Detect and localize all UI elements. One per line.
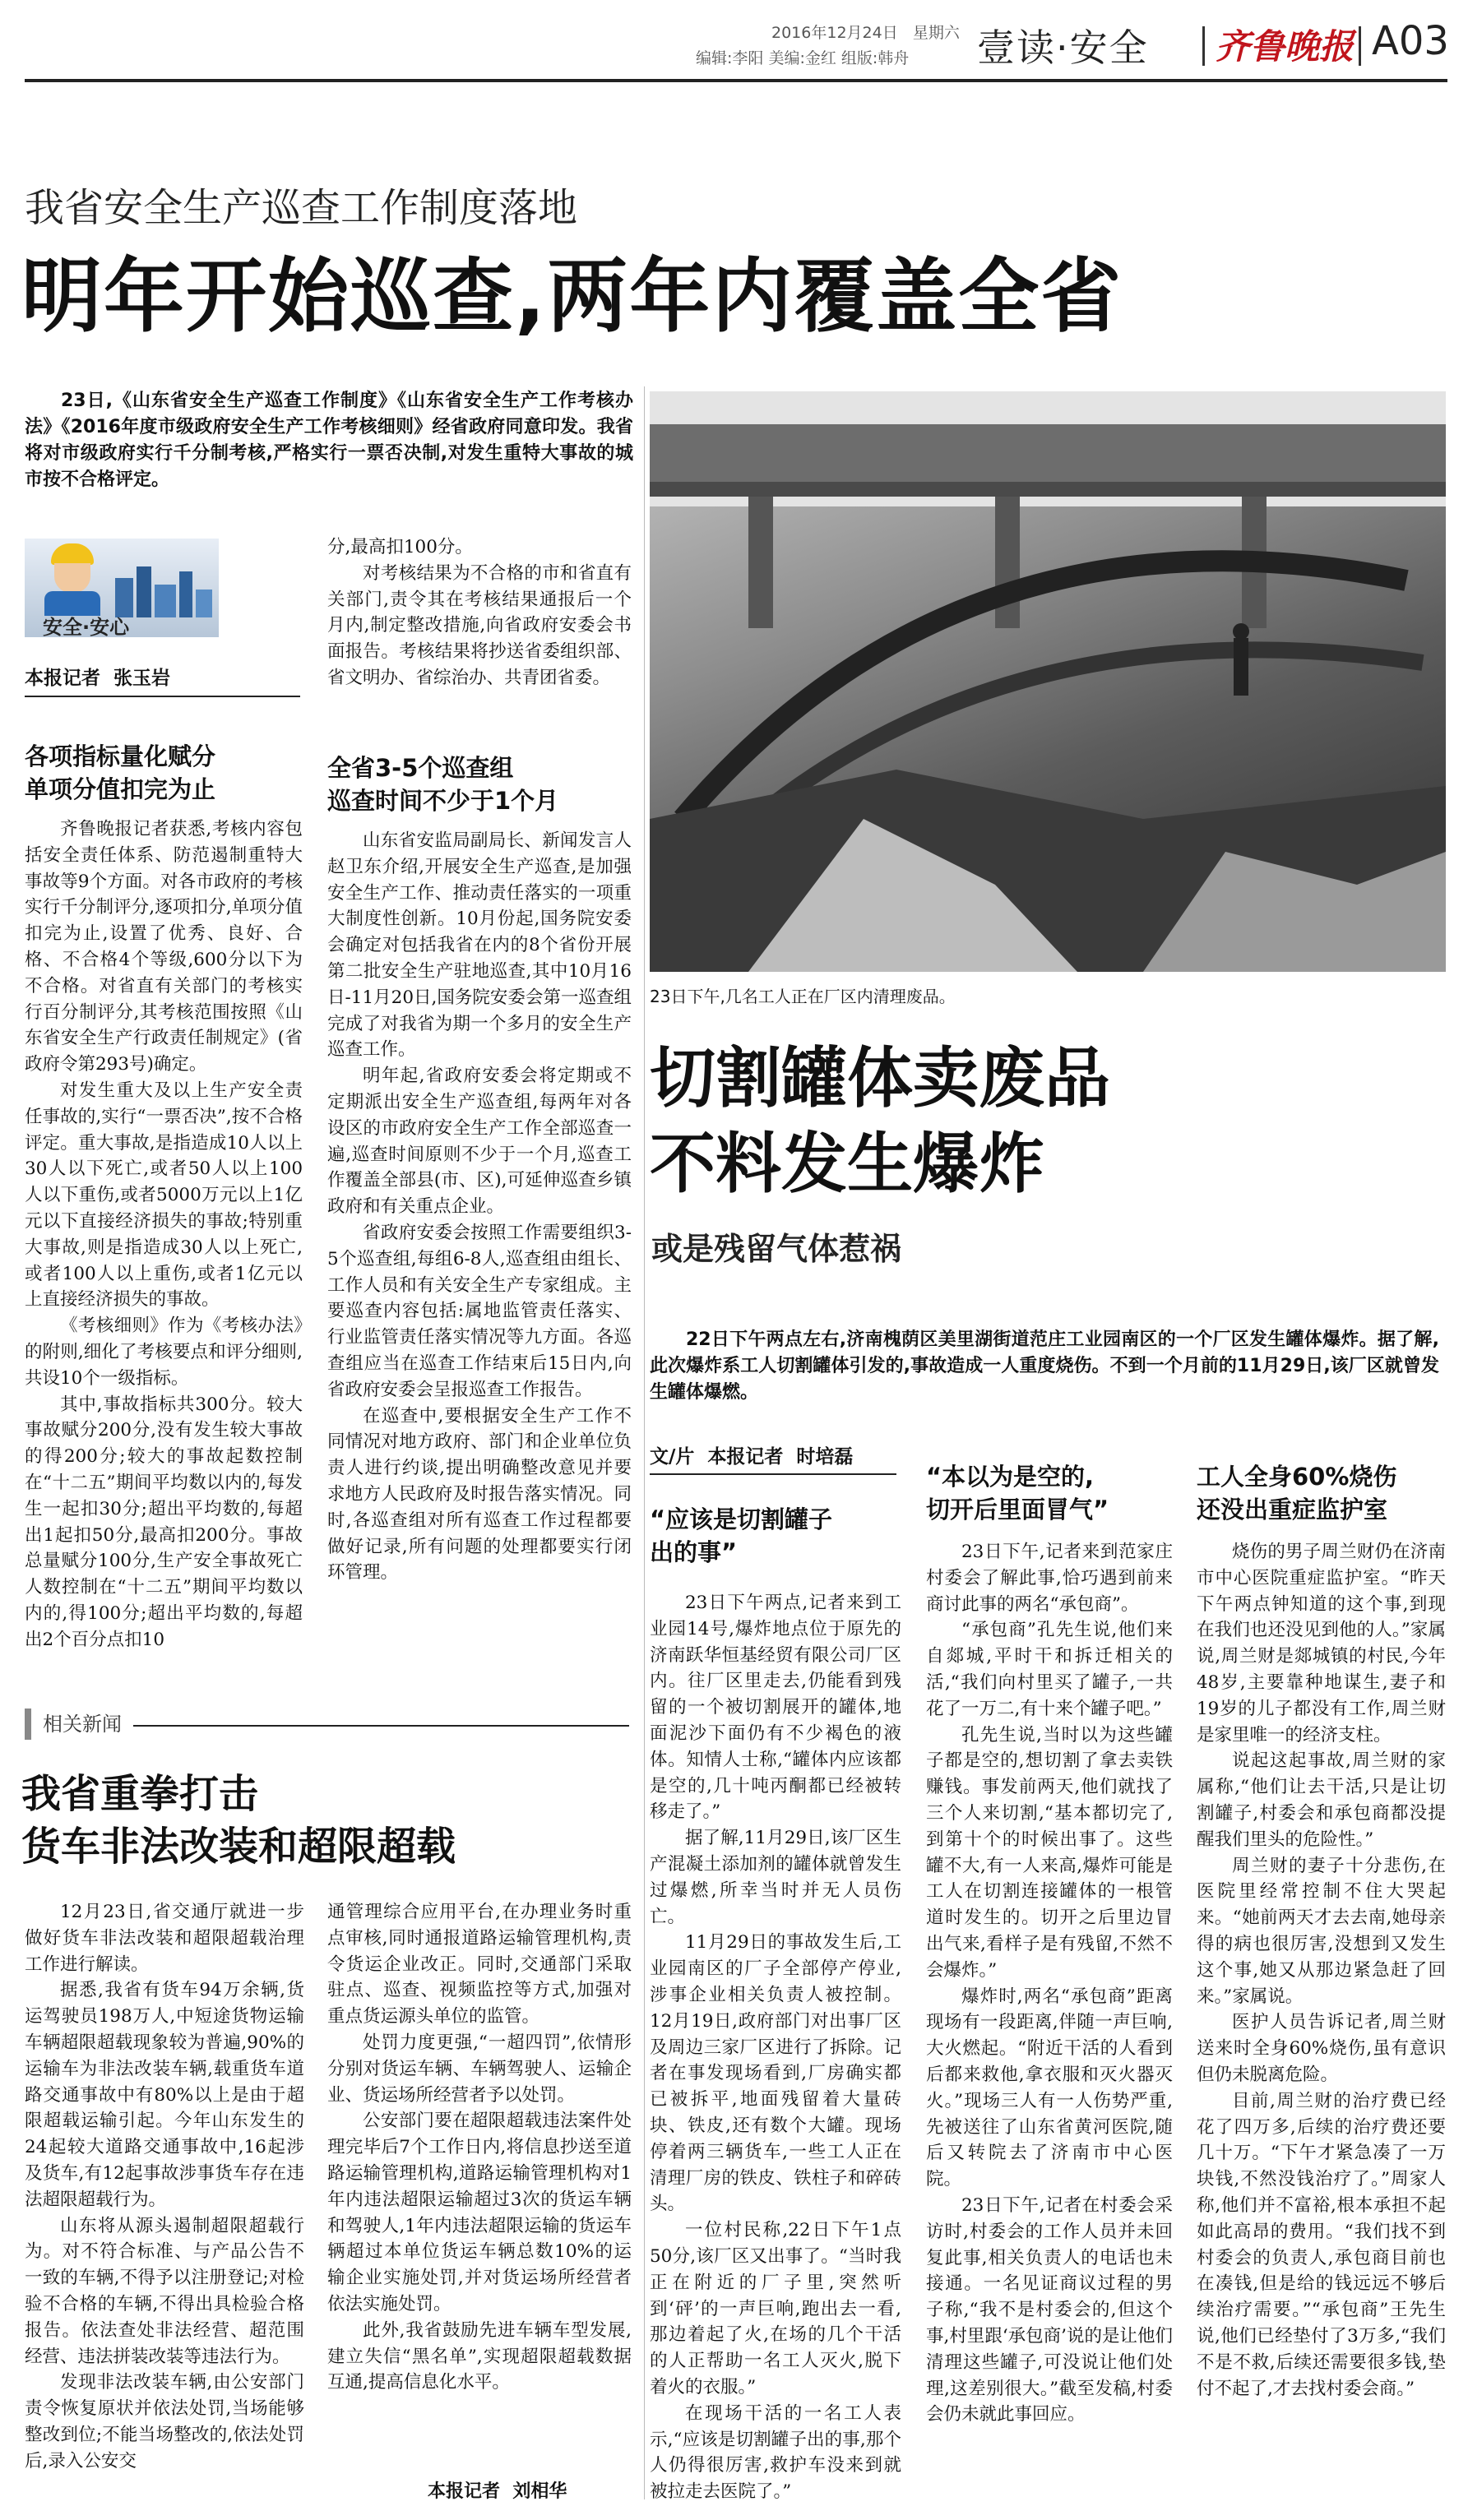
worker-icon: [39, 543, 105, 616]
paragraph: 明年起,省政府安委会将定期或不定期派出安全生产巡查组,每两年对各设区的市政府安全生产工作全部巡查一遍,巡查时间原则不少于一个月,巡查工作覆盖全部县(市、区),可延伸巡查乡镇政府和有关重点企业。: [327, 1066, 632, 1218]
paragraph: 对发生重大及以上生产安全责任事故的,实行“一票否决”,按不合格评定。重大事故,是指造成10人以上30人以下死亡,或者50人以上100人以下重伤,或者5000万元以上1亿元以下直接经济损失的事故;特别重大事故,则是指造成30人以上死亡,或者100人以上重伤,或者1亿元以上直接经济损失的事故。: [25, 1080, 303, 1311]
related-tag: [25, 1709, 133, 1740]
blast-column-1: [650, 1590, 901, 2503]
top-rule: [25, 79, 1447, 82]
lead-column-2-bottom: [327, 828, 632, 1686]
paragraph: 23日下午,记者来到范家庄村委会了解此事,恰巧遇到前来商讨此事的两名“承包商”。: [926, 1542, 1173, 1615]
paragraph: 说起这起事故,周兰财的家属称,“他们让去干活,只是让切割罐子,村委会和承包商都没提醒我们里头的危险性。”: [1197, 1750, 1446, 1850]
paragraph: 烧伤的男子周兰财仍在济南市中心医院重症监护室。“昨天下午两点钟知道的这个事,到现在我们也还没见到他的人。”家属说,周兰财是郯城镇的村民,今年48岁,主要靠种地谋生,妻子和19岁的儿子都没有工作,周兰财是家里唯一的经济支柱。: [1197, 1542, 1446, 1746]
paragraph: 处罚力度更强,“一超四罚”,依情形分别对货运车辆、车辆驾驶人、运输企业、货运场所经营者予以处罚。: [327, 2032, 632, 2106]
blast-byline-rule: [650, 1473, 896, 1475]
paragraph: 目前,周兰财的治疗费已经花了四万多,后续的治疗费还要几十万。“下午才紧急凑了一万块钱,不然没钱治疗了。”周家人称,他们并不富裕,根本承担不起如此高昂的费用。“我们找不到村委会的负责人,承包商目前也在凑钱,但是给的钱远远不够后续治疗需要。”“承包商”王先生说,他们已经垫付了3万多,“我们不是不救,后续还需要很多钱,垫付不起了,才去找村委会商。”: [1197, 2090, 1446, 2399]
paragraph: 山东将从源头遏制超限超载行为。对不符合标准、与产品公告不一致的车辆,不得予以注册登记;对检验不合格的车辆,不得出具检验合格报告。依法查处非法经营、超范围经营、违法拼装改装等违法行为。: [25, 2215, 304, 2367]
paragraph: 周兰财的妻子十分悲伤,在医院里经常控制不住大哭起来。“她前两天才去去南,她母亲得的病也很厉害,没想到又发生这个事,她又从那边紧急赶了回来。”家属说。: [1197, 1855, 1446, 2007]
collapsed-structure-image: [650, 391, 1446, 972]
photo-caption: 23日下午,几名工人正在厂区内清理废品。: [650, 987, 956, 1006]
paragraph: 通管理综合应用平台,在办理业务时重点审核,同时通报道路运输管理机构,责令货运企业改正。同时,交通部门采取驻点、巡查、视频监控等方式,加强对重点货运源头单位的监管。: [327, 1902, 632, 2028]
byline-rule: [25, 696, 300, 697]
lead-subhead-1: 各项指标量化赋分 单项分值扣完为止: [25, 742, 216, 803]
paragraph: 爆炸时,两名“承包商”距离现场有一段距离,伴随一声巨响,大火燃起。“附近干活的人看到后都来救他,拿衣服和灭火器灭火。”现场三人有一人伤势严重,先被送往了山东省黄河医院,随后又转院去了济南市中心医院。: [926, 1986, 1173, 2190]
blast-headline: 切割罐体卖废品 不料发生爆炸: [650, 1040, 1110, 1202]
lead-headline: 明年开始巡查,两年内覆盖全省: [21, 250, 1123, 344]
paragraph: 在巡查中,要根据安全生产工作不同情况对地方政府、部门和企业单位负责人进行约谈,提出明确整改意见并要求地方人民政府及时报告落实情况。同时,各巡查组对所有巡查工作过程都要做好记录,所有问题的处理都要实行闭环管理。: [327, 1405, 632, 1584]
related-tag-text: 相关新闻: [43, 1713, 122, 1736]
paragraph: 齐鲁晚报记者获悉,考核内容包括安全责任体系、防范遏制重特大事故等9个方面。对各市政府的考核实行千分制评分,逐项扣分,单项分值扣完为止,设置了优秀、良好、合格、不合格4个等级,600分以下为不合格。对省直有关部门的考核实行百分制评分,其考核范围按照《山东省安全生产行政责任制规定》(省政府令第293号)确定。: [25, 819, 303, 1075]
lead-column-2-top: [327, 534, 632, 740]
lead-kicker: 我省安全生产巡查工作制度落地: [25, 185, 578, 231]
related-byline: 本报记者 刘相华: [428, 2481, 567, 2502]
blast-column-2: [926, 1539, 1173, 2501]
paragraph: 此外,我省鼓励先进车辆车型发展,建立失信“黑名单”,实现超限超载数据互通,提高信息化水平。: [327, 2319, 632, 2393]
blast-summary: 22日下午两点左右,济南槐荫区美里湖街道范庄工业园南区的一个厂区发生罐体爆炸。据了解,此次爆炸系工人切割罐体引发的,事故造成一人重度烧伤。不到一个月前的11月29日,该厂区就曾发生罐体爆燃。: [650, 1329, 1439, 1403]
paragraph: 省政府安委会按照工作需要组织3-5个巡查组,每组6-8人,巡查组由组长、工作人员和有关安全生产专家组成。主要巡查内容包括:属地监管责任落实、行业监管责任落实情况等九方面。各巡查组应当在巡查工作结束后15日内,向省政府安委会呈报巡查工作报告。: [327, 1222, 632, 1400]
paragraph: 其中,事故指标共300分。较大事故赋分200分,没有发生较大事故的得200分;较大的事故起数控制在“十二五”期间平均数以内的,每发生一起扣30分;超出平均数的,每超出1起扣50分,最高扣200分。事故总量赋分100分,生产安全事故死亡人数控制在“十二五”期间平均数以内的,得100分;超出平均数的,每超出2个百分点扣10: [25, 1394, 303, 1650]
paragraph: “承包商”孔先生说,他们来自郯城,平时干和拆迁相关的活,“我们向村里买了罐子,一共花了一万二,有十来个罐子吧。”: [926, 1620, 1173, 1719]
lead-summary: 23日,《山东省安全生产巡查工作制度》《山东省安全生产工作考核办法》《2016年度市级政府安全生产工作考核细则》经省政府同意印发。我省将对市级政府实行千分制考核,严格实行一票否决制,对发生重特大事故的城市按不合格评定。: [25, 391, 633, 490]
scene-photo: [650, 391, 1446, 972]
paragraph: 《考核细则》作为《考核办法》的附则,细化了考核要点和评分细则,共设10个一级指标。: [25, 1315, 303, 1389]
paragraph: 23日下午,记者在村委会采访时,村委会的工作人员并未回复此事,相关负责人的电话也未接通。一名见证商议过程的男子称,“我不是村委会的,但这个事,村里跟‘承包商’说的是让他们清理这些罐子,可没说让他们处理,这差别很大。”截至发稿,村委会仍未就此事回应。: [926, 2194, 1173, 2425]
lead-byline: 本报记者 张玉岩: [25, 668, 171, 689]
blast-subhead-3: 工人全身60%烧伤 还没出重症监护室: [1197, 1463, 1397, 1524]
blast-subheadline: 或是残留气体惹祸: [651, 1231, 902, 1267]
paragraph: 据悉,我省有货车94万余辆,货运驾驶员198万人,中短途货物运输车辆超限超载现象较为普遍,90%的运输车为非法改装车辆,载重货车道路交通事故中有80%以上是由于超限超载运输引起。今年山东发生的24起较大道路交通事故中,16起涉及货车,有12起事故涉事货车存在违法超限超载行为。: [25, 1980, 304, 2210]
weekday-text: 星期六: [912, 24, 960, 42]
masthead-divider-2: [1359, 26, 1361, 66]
date-text: 2016年12月24日: [771, 24, 898, 42]
related-headline: 我省重拳打击 货车非法改装和超限超载: [21, 1771, 456, 1870]
city-skyline-icon: [115, 560, 214, 617]
paragraph: 23日下午两点,记者来到工业园14号,爆炸地点位于原先的济南跃华恒基经贸有限公司厂区内。往厂区里走去,仍能看到残留的一个被切割展开的罐体,地面泥沙下面仍有不少褐色的液体。知情人士称,“罐体内应该都是空的,几十吨丙酮都已经被转移走了。”: [650, 1593, 901, 1823]
blast-column-3: [1197, 1539, 1446, 2501]
safety-logo: [25, 539, 219, 637]
paragraph: 发现非法改装车辆,由公安部门责令恢复原状并依法处罚,当场能够整改到位;不能当场整改的,依法处罚后,录入公安交: [25, 2372, 304, 2471]
paragraph: 据了解,11月29日,该厂区生产混凝土添加剂的罐体就曾发生过爆燃,所幸当时并无人员伤亡。: [650, 1828, 901, 1927]
paragraph: 山东省安监局副局长、新闻发言人赵卫东介绍,开展安全生产巡查,是加强安全生产工作、推动责任落实的一项重大制度性创新。10月份起,国务院安委会确定对包括我省在内的8个省份开展第二批安全生产驻地巡查,其中10月16日-11月20日,国务院安委会第一巡查组完成了对我省为期一个多月的安全生产巡查工作。: [327, 830, 632, 1061]
masthead: [0, 0, 1468, 78]
paragraph: 医护人员告诉记者,周兰财送来时全身60%烧伤,虽有意识但仍未脱离危险。: [1197, 2012, 1446, 2085]
editors-credit: 编辑:李阳 美编:金红 组版:韩舟: [696, 49, 910, 67]
column-divider: [644, 386, 645, 2499]
lead-subhead-2: 全省3-5个巡查组 巡查时间不少于1个月: [327, 754, 559, 815]
related-column-2: [327, 1899, 632, 2475]
blast-byline: 文/片 本报记者 时培磊: [650, 1446, 854, 1468]
masthead-divider: [1202, 26, 1205, 66]
paragraph: 在现场干活的一名工人表示,“应该是切割罐子出的事,那个人仍得很厉害,救护车没来到就被拉走去医院了。”: [650, 2402, 901, 2503]
issue-date: [771, 21, 960, 43]
blast-subhead-2: “本以为是空的, 切开后里面冒气”: [926, 1463, 1109, 1524]
paragraph: 12月23日,省交通厅就进一步做好货车非法改装和超限超载治理工作进行解读。: [25, 1902, 304, 1975]
page-number: A03: [1372, 18, 1449, 64]
blast-subhead-1: “应该是切割罐子 出的事”: [650, 1505, 833, 1566]
paper-logo: 齐鲁晚报: [1216, 26, 1355, 67]
section-title: 壹读·安全: [977, 25, 1149, 70]
related-column-1: [25, 1899, 304, 2504]
logo-label: 安全·安心: [43, 616, 130, 637]
paragraph: 一位村民称,22日下午1点50分,该厂区又出事了。“当时我正在附近的厂子里,突然听到‘砰’的一声巨响,跑出去一看,那边着起了火,在场的几个干活的人正帮助一名工人灭火,脱下着火的衣服。”: [650, 2220, 901, 2397]
paragraph: 11月29日的事故发生后,工业园南区的厂子全部停产停业,涉事企业相关负责人被控制。12月19日,政府部门对出事厂区及周边三家厂区进行了拆除。记者在事发现场看到,厂房确实都已被拆平,地面残留着大量砖块、铁皮,还有数个大罐。现场停着两三辆货车,一些工人正在清理厂房的铁皮、铁柱子和碎砖头。: [650, 1932, 901, 2215]
paragraph: 公安部门要在超限超载违法案件处理完毕后7个工作日内,将信息抄送至道路运输管理机构,道路运输管理机构对1年内违法超限运输超过3次的货运车辆和驾驶人,1年内违法超限运输的货运车辆超过本单位货运车辆总数10%的运输企业实施处罚,并对货运场所经营者依法实施处罚。: [327, 2111, 632, 2314]
lead-column-1: [25, 816, 303, 1688]
paragraph: 对考核结果为不合格的市和省直有关部门,责令其在考核结果通报后一个月内,制定整改措施,向省政府安委会书面报告。考核结果将抄送省委组织部、省文明办、省综治办、共青团省委。: [327, 562, 632, 688]
paragraph: 孔先生说,当时以为这些罐子都是空的,想切割了拿去卖铁赚钱。事发前两天,他们就找了三个人来切割,“基本都切完了,到第十个的时候出事了。这些罐不大,有一人来高,爆炸可能是工人在切割连接罐体的一根管道时发生的。切开之后里边冒出气来,看样子是有残留,不然不会爆炸。”: [926, 1724, 1173, 1981]
paragraph: 分,最高扣100分。: [327, 537, 473, 557]
